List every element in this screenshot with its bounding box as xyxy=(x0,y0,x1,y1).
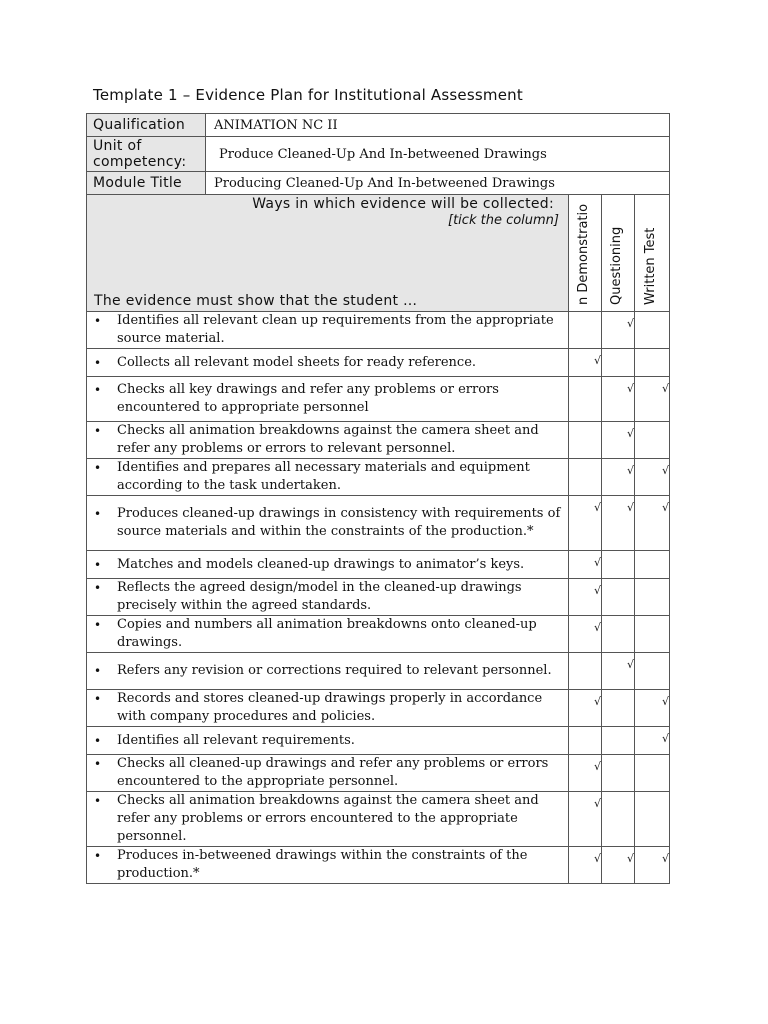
tick-cell xyxy=(602,579,635,616)
tick-mark-icon: √ xyxy=(593,621,601,634)
criterion-text: Matches and models cleaned-up drawings to animator’s keys. xyxy=(117,556,525,572)
tick-mark-icon: √ xyxy=(593,556,601,569)
qualification-label: Qualification xyxy=(87,114,206,137)
bullet-icon: • xyxy=(94,618,102,632)
tick-note: [tick the column] xyxy=(448,213,559,228)
criterion-cell xyxy=(87,579,569,616)
tick-mark-icon: √ xyxy=(626,317,634,330)
criterion-text: Identifies and prepares all necessary materials and equipment according to the task undertaken. xyxy=(117,460,530,493)
col-header-label: n Demonstratio xyxy=(576,203,591,305)
criterion-cell xyxy=(87,377,569,422)
uoc-value: Produce Cleaned-Up And In-betweened Drawings xyxy=(206,137,670,172)
criterion-text: Reflects the agreed design/model in the cleaned-up drawings precisely within the agreed standards. xyxy=(117,580,522,613)
tick-mark-icon: √ xyxy=(593,695,601,708)
bullet-icon: • xyxy=(94,733,102,748)
col-header-questioning xyxy=(602,195,635,312)
evidence-row xyxy=(87,727,670,755)
uoc-row xyxy=(87,137,670,172)
evidence-table xyxy=(86,194,670,884)
evidence-row xyxy=(87,312,670,349)
criterion-text: Identifies all relevant clean up requirements from the appropriate source material. xyxy=(117,313,554,346)
evidence-row xyxy=(87,755,670,792)
bullet-icon: • xyxy=(94,424,102,438)
evidence-row xyxy=(87,616,670,653)
tick-cell xyxy=(635,422,670,459)
tick-mark-icon: √ xyxy=(626,464,634,477)
tick-cell xyxy=(635,459,670,496)
tick-mark-icon: √ xyxy=(661,464,669,477)
bullet-icon: • xyxy=(94,314,102,328)
tick-cell xyxy=(635,690,670,727)
tick-cell xyxy=(602,496,635,551)
tick-cell xyxy=(602,616,635,653)
tick-mark-icon: √ xyxy=(593,501,601,514)
tick-cell xyxy=(635,792,670,847)
criterion-text: Produces cleaned-up drawings in consistency with requirements of source materials and within the constraints of the production.* xyxy=(117,506,561,539)
bullet-icon: • xyxy=(94,794,102,808)
tick-cell xyxy=(602,312,635,349)
criterion-cell xyxy=(87,653,569,690)
bullet-icon: • xyxy=(94,461,102,475)
bullet-icon: • xyxy=(94,664,102,678)
uoc-label: Unit of competency: xyxy=(87,137,206,172)
tick-cell xyxy=(602,792,635,847)
criterion-cell xyxy=(87,422,569,459)
tick-cell xyxy=(569,349,602,377)
tick-mark-icon: √ xyxy=(593,797,601,810)
module-value: Producing Cleaned-Up And In-betweened Drawings xyxy=(206,172,670,195)
tick-cell xyxy=(569,312,602,349)
tick-mark-icon: √ xyxy=(661,695,669,708)
tick-mark-icon: √ xyxy=(661,501,669,514)
evidence-row xyxy=(87,847,670,884)
tick-cell xyxy=(635,312,670,349)
tick-cell xyxy=(569,459,602,496)
criterion-cell xyxy=(87,459,569,496)
tick-cell xyxy=(602,377,635,422)
tick-cell xyxy=(569,653,602,690)
tick-mark-icon: √ xyxy=(626,382,634,395)
col-header-label: Written Test xyxy=(643,227,658,305)
page-title: Template 1 – Evidence Plan for Institutional Assessment xyxy=(93,86,523,104)
criterion-text: Checks all key drawings and refer any problems or errors encountered to appropriate personnel xyxy=(117,382,499,415)
criterion-text: Produces in-betweened drawings within the constraints of the production.* xyxy=(117,848,528,881)
info-table xyxy=(86,113,670,195)
criterion-text: Collects all relevant model sheets for ready reference. xyxy=(117,354,477,370)
tick-cell xyxy=(635,349,670,377)
tick-cell xyxy=(569,792,602,847)
ways-header xyxy=(87,195,569,312)
tick-mark-icon: √ xyxy=(626,501,634,514)
tick-cell xyxy=(635,551,670,579)
criterion-cell xyxy=(87,551,569,579)
evidence-row xyxy=(87,579,670,616)
tick-mark-icon: √ xyxy=(593,760,601,773)
tick-cell xyxy=(635,377,670,422)
tick-cell xyxy=(569,727,602,755)
bullet-icon: • xyxy=(94,849,102,863)
must-show-label: The evidence must show that the student … xyxy=(94,293,418,309)
tick-cell xyxy=(569,755,602,792)
evidence-row xyxy=(87,459,670,496)
tick-mark-icon: √ xyxy=(661,732,669,745)
evidence-header-row xyxy=(87,195,670,312)
criterion-text: Checks all cleaned-up drawings and refer any problems or errors encountered to the appropriate personnel. xyxy=(117,756,549,789)
module-row xyxy=(87,172,670,195)
criterion-cell xyxy=(87,616,569,653)
ways-heading: Ways in which evidence will be collected: xyxy=(252,196,554,212)
criterion-cell xyxy=(87,792,569,847)
criterion-cell xyxy=(87,496,569,551)
criterion-text: Identifies all relevant requirements. xyxy=(117,732,355,748)
tick-cell xyxy=(569,422,602,459)
criterion-cell xyxy=(87,312,569,349)
col-header-written-test xyxy=(635,195,670,312)
tick-cell xyxy=(569,551,602,579)
tick-mark-icon: √ xyxy=(626,427,634,440)
tick-mark-icon: √ xyxy=(661,382,669,395)
tick-mark-icon: √ xyxy=(661,852,669,865)
criterion-text: Checks all animation breakdowns against the camera sheet and refer any problems or errors encountered to the appropriate personnel. xyxy=(117,793,539,844)
criterion-cell xyxy=(87,727,569,755)
evidence-row xyxy=(87,377,670,422)
tick-cell xyxy=(602,727,635,755)
tick-mark-icon: √ xyxy=(593,852,601,865)
qualification-row xyxy=(87,114,670,137)
tick-cell xyxy=(602,690,635,727)
evidence-row xyxy=(87,551,670,579)
tick-mark-icon: √ xyxy=(593,354,601,367)
tick-cell xyxy=(635,496,670,551)
tick-cell xyxy=(569,690,602,727)
tick-cell xyxy=(635,579,670,616)
qualification-value: ANIMATION NC II xyxy=(206,114,670,137)
tick-mark-icon: √ xyxy=(626,852,634,865)
tick-cell xyxy=(635,653,670,690)
tick-cell xyxy=(569,496,602,551)
bullet-icon: • xyxy=(94,692,102,706)
evidence-row xyxy=(87,690,670,727)
criterion-cell xyxy=(87,847,569,884)
criterion-cell xyxy=(87,690,569,727)
bullet-icon: • xyxy=(94,383,102,397)
tick-cell xyxy=(602,422,635,459)
evidence-row xyxy=(87,496,670,551)
tick-cell xyxy=(635,616,670,653)
criterion-text: Checks all animation breakdowns against the camera sheet and refer any problems or errors to relevant personnel. xyxy=(117,423,539,456)
tick-cell xyxy=(569,847,602,884)
evidence-row xyxy=(87,349,670,377)
bullet-icon: • xyxy=(94,581,102,595)
tick-cell xyxy=(602,459,635,496)
tick-cell xyxy=(602,755,635,792)
tick-cell xyxy=(569,579,602,616)
criterion-text: Copies and numbers all animation breakdowns onto cleaned-up drawings. xyxy=(117,617,537,650)
evidence-row xyxy=(87,422,670,459)
col-header-demonstration xyxy=(569,195,602,312)
tick-cell xyxy=(602,847,635,884)
bullet-icon: • xyxy=(94,507,102,521)
tick-cell xyxy=(602,349,635,377)
tick-cell xyxy=(569,616,602,653)
col-header-label: Questioning xyxy=(609,226,624,305)
bullet-icon: • xyxy=(94,355,102,370)
criterion-cell xyxy=(87,755,569,792)
evidence-row xyxy=(87,792,670,847)
bullet-icon: • xyxy=(94,557,102,572)
evidence-row xyxy=(87,653,670,690)
tick-mark-icon: √ xyxy=(626,658,634,671)
tick-mark-icon: √ xyxy=(593,584,601,597)
tick-cell xyxy=(602,653,635,690)
criterion-text: Records and stores cleaned-up drawings properly in accordance with company procedures and policies. xyxy=(117,691,543,724)
criterion-text: Refers any revision or corrections required to relevant personnel. xyxy=(117,663,552,678)
bullet-icon: • xyxy=(94,757,102,771)
tick-cell xyxy=(635,727,670,755)
criterion-cell xyxy=(87,349,569,377)
module-label: Module Title xyxy=(87,172,206,195)
tick-cell xyxy=(569,377,602,422)
tick-cell xyxy=(602,551,635,579)
tick-cell xyxy=(635,847,670,884)
tick-cell xyxy=(635,755,670,792)
